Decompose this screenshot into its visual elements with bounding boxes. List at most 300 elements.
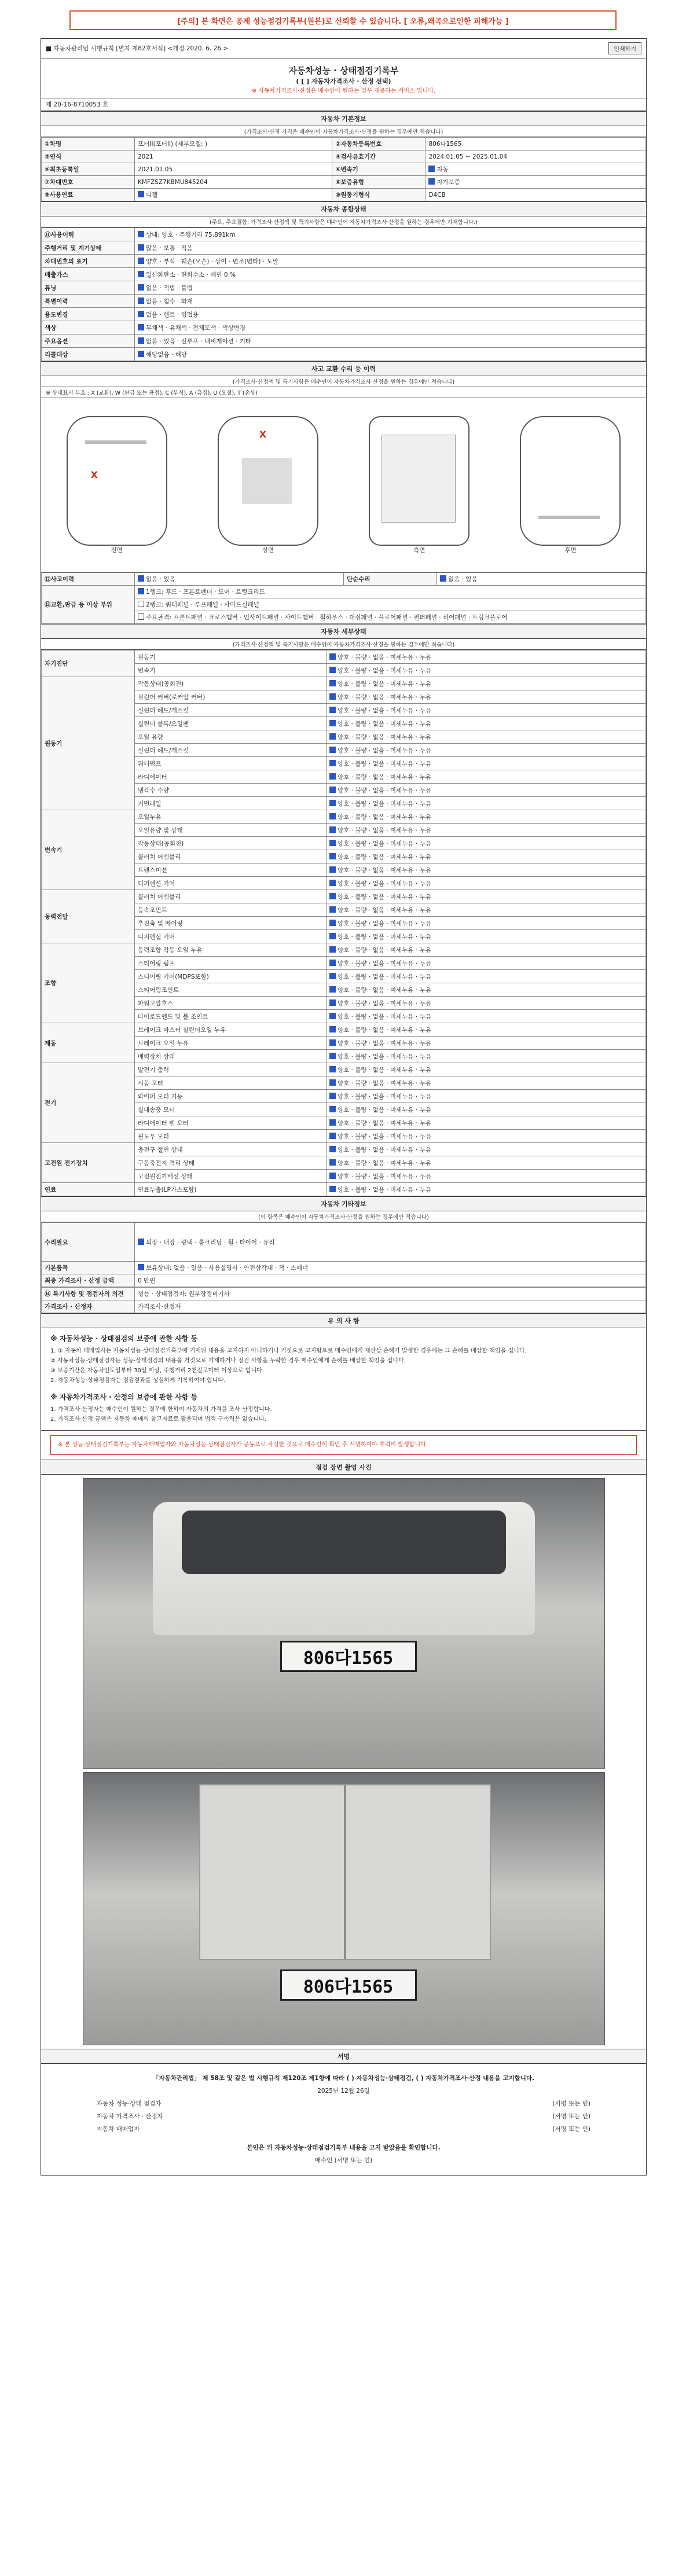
checkbox[interactable]	[329, 973, 336, 979]
checkbox[interactable]	[138, 324, 144, 330]
notice-part2-title: ※ 자동차가격조사 · 산정의 보증에 관한 사항 등	[50, 1393, 198, 1401]
value	[135, 321, 646, 335]
detail-item-label: 구동축전지 격리 상태	[135, 1156, 327, 1170]
table-row	[42, 890, 646, 903]
checkbox[interactable]	[329, 986, 336, 993]
checkbox-label: 양호 · 불량 · 없음 · 미세누유 · 누유	[338, 933, 431, 940]
checkbox[interactable]	[329, 1093, 336, 1099]
detail-item-label: 연료누출(LP가스포함)	[135, 1183, 327, 1196]
checkbox[interactable]	[329, 1106, 336, 1112]
checkbox-label: 양호 · 불량 · 없음 · 미세누유 · 누유	[338, 840, 431, 847]
table-row	[42, 677, 646, 690]
value: 가격조사·산정자	[135, 1300, 646, 1313]
detail-group-label: 변속기	[42, 810, 135, 890]
checkbox[interactable]	[329, 1186, 336, 1192]
checkbox-label: 무채색 · 유채색 · 전체도색 · 색상변경	[146, 324, 246, 332]
detail-state	[327, 824, 646, 837]
value	[135, 255, 646, 268]
checkbox-label: 양호 · 불량 · 없음 · 미세누유 · 누유	[338, 720, 431, 727]
title-block	[41, 58, 646, 98]
checkbox[interactable]	[138, 1239, 144, 1245]
signature-block	[41, 2064, 646, 2175]
detail-state	[327, 1116, 646, 1130]
checkbox[interactable]	[329, 1173, 336, 1179]
label: ②자동차등록번호	[332, 138, 425, 150]
checkbox[interactable]	[329, 906, 336, 913]
label: ⑦차대번호	[42, 176, 135, 189]
checkbox[interactable]	[329, 960, 336, 966]
checkbox-label: 양호 · 불량 · 없음 · 미세누유 · 누유	[338, 773, 431, 781]
checkbox[interactable]	[329, 760, 336, 766]
car-view	[369, 416, 469, 554]
table-row	[42, 1274, 646, 1287]
label: ①차명	[42, 138, 135, 150]
checkbox-label: 양호 · 불량 · 없음 · 미세누유 · 누유	[338, 760, 431, 767]
options-title: 자동차 기타정보	[41, 1196, 646, 1211]
checkbox-label: 없음 · 있음 · 선루프 · 내비게이션 · 기타	[146, 337, 252, 345]
car-view	[67, 416, 167, 554]
detail-item-label: 오일누유	[135, 810, 327, 824]
print-button[interactable]: 인쇄하기	[608, 42, 641, 54]
value	[425, 163, 646, 176]
checkbox[interactable]	[329, 1013, 336, 1019]
inspection-record	[41, 38, 647, 2176]
checkbox[interactable]	[329, 880, 336, 886]
label: 배출가스	[42, 268, 135, 281]
checkbox[interactable]	[138, 311, 144, 317]
label: 최종 가격조사 · 산정 금액	[42, 1274, 135, 1287]
signer-sign[interactable]: (서명 또는 인)	[552, 2113, 590, 2120]
checkbox[interactable]	[329, 933, 336, 939]
checkbox[interactable]	[329, 999, 336, 1006]
detail-state	[327, 1183, 646, 1196]
notice-line: ② 자동차성능·상태점검자는 성능·상태점검의 내용을 거짓으로 기재하거나 점검 사항을 누락한 경우 매수인에게 손해를 배상할 책임을 집니다.	[50, 1358, 406, 1364]
detail-state	[327, 1010, 646, 1023]
checkbox[interactable]	[329, 667, 336, 673]
warning-text: [주의] 본 화면은 공제 성능점검기록부(원본)로 신뢰할 수 있습니다. [ 오류,왜곡으로인한 피해가능 ]	[177, 17, 509, 26]
detail-item-label: 배력장치 상태	[135, 1050, 327, 1063]
table-row	[42, 335, 646, 348]
checkbox[interactable]	[329, 920, 336, 926]
accident-table	[41, 572, 646, 624]
label: ③연식	[42, 150, 135, 163]
checkbox-label: 양호 · 불량 · 없음 · 미세누유 · 누유	[338, 707, 431, 714]
value: 성능 · 상태점검자: 원부장정비기사	[135, 1288, 646, 1300]
detail-state	[327, 983, 646, 997]
detail-state	[327, 651, 646, 664]
car-view	[520, 416, 621, 554]
detail-state	[327, 1103, 646, 1116]
value: 806다1565	[425, 138, 646, 150]
table-row	[42, 138, 646, 150]
detail-item-label: 라디에이터 팬 모터	[135, 1116, 327, 1130]
value	[135, 335, 646, 348]
damage-mark: X	[259, 428, 267, 440]
label: ⑩원동기형식	[332, 189, 425, 201]
signer-row	[50, 2123, 637, 2136]
label: 주행거리 및 계기상태	[42, 241, 135, 255]
value: 2021	[135, 150, 332, 163]
value	[135, 348, 646, 361]
detail-state	[327, 810, 646, 824]
checkbox[interactable]	[138, 271, 144, 277]
detail-state	[327, 690, 646, 704]
detail-state	[327, 757, 646, 770]
view-label: 후면	[564, 546, 577, 554]
checkbox[interactable]	[138, 284, 144, 291]
detail-item-label: 클러치 어셈블리	[135, 850, 327, 863]
checkbox-label: 보유상태: 없음 · 있음 · 사용설명서 · 안전삼각대 · 잭 · 스패너	[146, 1265, 309, 1272]
label: ⑭ 특기사항 및 점검자의 의견	[42, 1288, 135, 1300]
value	[437, 573, 646, 586]
detail-item-label: 추진축 및 베어링	[135, 917, 327, 930]
table-row	[42, 1262, 646, 1274]
value	[135, 228, 646, 241]
notice-line: ③ 보증기간은 자동차인도일부터 30일 이상, 주행거리 2천킬로미터 이상으로 합니다.	[50, 1368, 264, 1374]
detail-item-label: 오일유량 및 상태	[135, 824, 327, 837]
checkbox[interactable]	[329, 1026, 336, 1032]
checkbox-label: 양호 · 불량 · 없음 · 미세누유 · 누유	[338, 1119, 431, 1127]
table-row	[42, 321, 646, 335]
table-row	[42, 295, 646, 308]
checkbox[interactable]	[329, 1133, 336, 1139]
detail-state	[327, 1090, 646, 1103]
detail-item-label: 발전기 출력	[135, 1063, 327, 1076]
detail-state	[327, 770, 646, 784]
page-subtitle: ( [ ] 자동차가격조사 · 산정 선택)	[296, 78, 391, 85]
checkbox-label: 1랭크: 후드 · 프론트펜더 · 도어 · 트렁크리드	[146, 589, 265, 596]
warning-banner	[69, 10, 617, 30]
detail-item-label: 클러치 어셈블리	[135, 890, 327, 903]
car-top-outline	[218, 416, 318, 546]
checkbox-label: 없음 · 침수 · 화재	[146, 297, 193, 305]
detail-state	[327, 957, 646, 970]
document-number: 제 20-16-8710053 호	[41, 98, 646, 111]
value	[135, 1262, 646, 1274]
checkbox[interactable]	[138, 575, 144, 582]
checkbox-label: 주요골격: 프론트패널 · 크로스멤버 · 인사이드패널 · 사이드멤버 · 휠하우스 · 대쉬패널 · 플로어패널 · 필러패널 · 리어패널 · 트렁크플로어	[146, 614, 508, 621]
checkbox-label: 양호 · 불량 · 없음 · 미세누유 · 누유	[338, 1146, 431, 1153]
detail-item-label: 냉각수 수량	[135, 784, 327, 797]
detail-item-label: 실린더 헤드/개스킷	[135, 704, 327, 717]
checkbox-label: 양호 · 불량 · 없음 · 미세누유 · 누유	[338, 1133, 431, 1140]
table-row	[42, 176, 646, 189]
checkbox[interactable]	[329, 693, 336, 700]
checkbox[interactable]	[428, 178, 435, 185]
detail-item-label: 등속조인트	[135, 903, 327, 917]
options-table	[41, 1222, 646, 1287]
detail-item-label: 스티어링조인트	[135, 983, 327, 997]
label: ⑫사고이력	[42, 573, 135, 586]
checkbox-label: 양호 · 불량 · 없음 · 미세누유 · 누유	[338, 880, 431, 887]
general-status-sub: (주요, 주요결함, 가격조사·산정액 및 특기사항은 매수인이 자동차가격조사·산정을 원하는 경우에만 기재합니다.)	[41, 216, 646, 227]
checkbox[interactable]	[138, 297, 144, 304]
checkbox-label: 양호 · 불량 · 없음 · 미세누유 · 누유	[338, 1026, 431, 1034]
checkbox-label: 양호 · 불량 · 없음 · 미세누유 · 누유	[338, 1159, 431, 1167]
checkbox[interactable]	[329, 653, 336, 660]
rear-photo	[83, 1772, 605, 2045]
checkbox-label: 양호 · 불량 · 없음 · 미세누유 · 누유	[338, 920, 431, 927]
checkbox-label: 양호 · 불량 · 없음 · 미세누유 · 누유	[338, 747, 431, 754]
detail-state	[327, 903, 646, 917]
table-row	[42, 228, 646, 241]
checkbox[interactable]	[329, 1053, 336, 1059]
checkbox[interactable]	[138, 588, 144, 594]
checkbox-label: 양호 · 불량 · 없음 · 미세누유 · 누유	[338, 787, 431, 794]
notice-part1-title: ※ 자동차성능 · 상태점검의 보증에 관한 사항 등	[50, 1335, 198, 1343]
checkbox-label: 양호 · 불량 · 없음 · 미세누유 · 누유	[338, 1013, 431, 1020]
detail-state	[327, 1143, 646, 1156]
options-sub: (이 항목은 매수인이 자동차가격조사·산정을 원하는 경우에만 적습니다)	[41, 1211, 646, 1222]
detail-state	[327, 943, 646, 957]
checkbox[interactable]	[329, 773, 336, 780]
checkbox[interactable]	[329, 866, 336, 873]
checkbox[interactable]	[329, 840, 336, 846]
label: ⑤최초등록일	[42, 163, 135, 176]
checkbox-label: 양호 · 부식 · 훼손(오손) · 상이 · 변조(변타) · 도말	[146, 258, 278, 265]
detail-item-label: 작동상태(공회전)	[135, 677, 327, 690]
label: 주요옵션	[42, 335, 135, 348]
detail-state	[327, 850, 646, 863]
basic-info-table	[41, 137, 646, 201]
roof-shape	[242, 458, 292, 504]
checkbox-label: 양호 · 불량 · 없음 · 미세누유 · 누유	[338, 813, 431, 821]
checkbox[interactable]	[428, 166, 435, 172]
detail-group-label: 제동	[42, 1023, 135, 1063]
detail-item-label: 워터펌프	[135, 757, 327, 770]
signature-date: 2025년 12월 26일	[317, 2088, 370, 2094]
checkbox[interactable]	[329, 707, 336, 713]
general-status-table	[41, 227, 646, 361]
value	[135, 268, 646, 281]
detail-item-label: 브레이크 마스터 실린더오일 누유	[135, 1023, 327, 1037]
checkbox[interactable]	[329, 1119, 336, 1126]
detail-state	[327, 877, 646, 890]
value	[135, 611, 646, 624]
value	[135, 308, 646, 321]
detail-item-label: 실내송풍 모터	[135, 1103, 327, 1116]
table-row	[42, 1223, 646, 1262]
checkbox-label: 양호 · 불량 · 없음 · 미세누유 · 누유	[338, 1079, 431, 1087]
detail-state	[327, 677, 646, 690]
detail-state	[327, 917, 646, 930]
label: 리콜대상	[42, 348, 135, 361]
value	[425, 176, 646, 189]
label: ④검사유효기간	[332, 150, 425, 163]
table-row	[42, 586, 646, 598]
checkbox-label: 양호 · 불량 · 없음 · 미세누유 · 누유	[338, 986, 431, 994]
general-status-title: 자동차 종합상태	[41, 201, 646, 216]
signer-role: 자동차 매매업자	[97, 2126, 140, 2133]
checkbox-label: 양호 · 불량 · 없음 · 미세누유 · 누유	[338, 680, 431, 688]
notice-line: 2. 가격조사·산정 금액은 자동차 매매의 참고자료로 활용되며 법적 구속력은 없습니다.	[50, 1416, 266, 1423]
table-row	[42, 241, 646, 255]
label: 차대번호의 표기	[42, 255, 135, 268]
checkbox-label: 양호 · 불량 · 없음 · 미세누유 · 누유	[338, 893, 431, 901]
signer-role: 자동차 성능·상태 점검자	[97, 2100, 162, 2107]
checkbox[interactable]	[329, 813, 336, 820]
checkbox[interactable]	[329, 946, 336, 953]
photos-title: 점검 장면 촬영 사진	[41, 1460, 646, 1475]
value	[135, 1223, 646, 1262]
detail-state	[327, 664, 646, 677]
detail-state	[327, 1076, 646, 1090]
table-row	[42, 1063, 646, 1076]
car-diagram	[41, 398, 646, 572]
checkbox[interactable]	[329, 680, 336, 686]
details-sub: (가격조사·산정액 및 특기사항은 매수인이 자동차가격조사·산정을 원하는 경우에만 적습니다)	[41, 639, 646, 650]
label: 용도변경	[42, 308, 135, 321]
table-row	[42, 810, 646, 824]
checkbox-label: 디젤	[146, 192, 158, 199]
checkbox[interactable]	[329, 720, 336, 726]
form-reference: ■ 자동차관리법 시행규칙 [별지 제82호서식] <개정 2020. 6. 26.>	[46, 45, 229, 52]
detail-group-label: 연료	[42, 1183, 135, 1196]
checkbox[interactable]	[329, 853, 336, 859]
checkbox[interactable]	[329, 1066, 336, 1072]
signer-role: 자동차 가격조사 · 산정자	[97, 2113, 163, 2120]
table-row	[42, 189, 646, 201]
checkbox-label: 양호 · 불량 · 없음 · 미세누유 · 누유	[338, 1173, 431, 1180]
checkbox-label: 양호 · 불량 · 없음 · 미세누유 · 누유	[338, 906, 431, 914]
windshield-shape	[182, 1511, 506, 1574]
value	[135, 586, 646, 598]
detail-item-label: 오일 유량	[135, 730, 327, 744]
checkbox-label: 일산화탄소 · 탄화수소 · 매연 0 %	[146, 271, 236, 278]
value: 0 만원	[135, 1274, 646, 1287]
detail-state	[327, 970, 646, 983]
checkbox-label: 양호 · 불량 · 없음 · 미세누유 · 누유	[338, 1066, 431, 1074]
front-photo	[83, 1478, 605, 1769]
table-row	[42, 308, 646, 321]
license-plate: 806다1565	[280, 1641, 417, 1672]
page	[0, 10, 686, 2176]
checkbox[interactable]	[138, 244, 144, 251]
checkbox[interactable]	[329, 826, 336, 833]
detail-state	[327, 863, 646, 877]
checkbox[interactable]	[440, 575, 446, 582]
checkbox[interactable]	[138, 351, 144, 357]
basic-info-title: 자동차 기본정보	[41, 111, 646, 126]
detail-state	[327, 890, 646, 903]
checkbox-label: 양호 · 불량 · 없음 · 미세누유 · 누유	[338, 960, 431, 967]
value: 포터II(포터II) (세부모델: )	[135, 138, 332, 150]
value	[135, 241, 646, 255]
detail-state	[327, 997, 646, 1010]
detail-item-label: 스티어링 펌프	[135, 957, 327, 970]
car-view	[218, 416, 318, 554]
value	[135, 189, 332, 201]
detail-item-label: 와이퍼 모터 기능	[135, 1090, 327, 1103]
detail-item-label: 고전원전기배선 상태	[135, 1170, 327, 1183]
page-title: 자동차성능 · 상태점검기록부	[288, 65, 399, 76]
checkbox[interactable]	[329, 787, 336, 793]
view-label: 전면	[111, 546, 123, 554]
checkbox-label: 상태: 양호 · 주행거리 75,891km	[146, 231, 236, 238]
checkbox-label: 양호 · 불량 · 없음 · 미세누유 · 누유	[338, 1053, 431, 1060]
table-row	[42, 281, 646, 295]
detail-state	[327, 1130, 646, 1143]
inspector-table	[41, 1287, 646, 1313]
table-row	[42, 1288, 646, 1300]
detail-group-label: 조향	[42, 943, 135, 1023]
detail-state	[327, 730, 646, 744]
notice-line: 2. 자동차성능·상태점검자는 점검결과를 성실하게 기록하여야 합니다.	[50, 1377, 226, 1384]
car-rear-outline	[520, 416, 621, 546]
detail-state	[327, 837, 646, 850]
detail-state	[327, 744, 646, 757]
label: ⑬교환,판금 등 이상 부위	[42, 586, 135, 624]
checkbox[interactable]	[329, 1146, 336, 1152]
label: 색상	[42, 321, 135, 335]
accident-legend: ※ 상태표시 부호 : X (교환), W (판금 또는 용접), C (부식), A (흠집), U (요철), T (손상)	[41, 387, 646, 398]
signer-row	[50, 2110, 637, 2123]
detail-state	[327, 930, 646, 943]
table-row	[42, 150, 646, 163]
cargo-box-shape	[381, 435, 456, 523]
detail-item-label: 변속기	[135, 664, 327, 677]
detail-item-label: 충전구 절연 상태	[135, 1143, 327, 1156]
label: ⑨사용연료	[42, 189, 135, 201]
checkbox[interactable]	[138, 231, 144, 237]
detail-item-label: 윈도우 모터	[135, 1130, 327, 1143]
cargo-doors-shape	[199, 1784, 491, 1960]
checkbox[interactable]	[329, 1159, 336, 1166]
value	[135, 295, 646, 308]
checkbox[interactable]	[329, 747, 336, 753]
checkbox[interactable]	[138, 1264, 144, 1270]
detail-item-label: 시동 모터	[135, 1076, 327, 1090]
checkbox-label: 양호 · 불량 · 없음 · 미세누유 · 누유	[338, 733, 431, 741]
checkbox-label: 양호 · 불량 · 없음 · 미세누유 · 누유	[338, 693, 431, 701]
signer-sign[interactable]: (서명 또는 인)	[552, 2100, 590, 2107]
checkbox-label: 양호 · 불량 · 없음 · 미세누유 · 누유	[338, 1039, 431, 1047]
checkbox[interactable]	[138, 258, 144, 264]
checkbox[interactable]	[329, 893, 336, 899]
label: ⑧보증유형	[332, 176, 425, 189]
signer-sign[interactable]: (서명 또는 인)	[552, 2126, 590, 2133]
checkbox-label: 2랭크: 쿼터패널 · 루프패널 · 사이드실패널	[146, 601, 259, 608]
receiver-sign[interactable]: 매수인 (서명 또는 인)	[314, 2157, 373, 2164]
checkbox-label: 양호 · 불량 · 없음 · 미세누유 · 누유	[338, 826, 431, 834]
detail-item-label: 트랜스미션	[135, 863, 327, 877]
detail-group-label: 동력전달	[42, 890, 135, 943]
value	[135, 598, 646, 611]
car-front-outline	[67, 416, 167, 546]
table-row	[42, 1300, 646, 1313]
checkbox-label: 양호 · 불량 · 없음 · 미세누유 · 누유	[338, 973, 431, 980]
detail-state	[327, 1037, 646, 1050]
checkbox[interactable]	[329, 733, 336, 740]
detail-state	[327, 704, 646, 717]
checkbox[interactable]	[138, 601, 144, 607]
basic-info-sub: (가격조사·산정 가격은 매수인이 자동차가격조사·산정을 원하는 경우에만 적습니다)	[41, 126, 646, 137]
detail-group-label: 자기진단	[42, 651, 135, 677]
checkbox[interactable]	[138, 191, 144, 197]
label: 기본품목	[42, 1262, 135, 1274]
checkbox[interactable]	[329, 1079, 336, 1086]
checkbox-label: 자가보증	[436, 179, 461, 186]
checkbox[interactable]	[329, 1039, 336, 1046]
detail-state	[327, 1170, 646, 1183]
value: KMFZSZ7KBMU845204	[135, 176, 332, 189]
checkbox[interactable]	[329, 800, 336, 806]
detail-item-label: 타이로드엔드 및 볼 조인트	[135, 1010, 327, 1023]
checkbox[interactable]	[138, 613, 144, 620]
label: 수리필요	[42, 1223, 135, 1262]
checkbox[interactable]	[138, 337, 144, 344]
detail-item-label: 커먼레일	[135, 797, 327, 810]
